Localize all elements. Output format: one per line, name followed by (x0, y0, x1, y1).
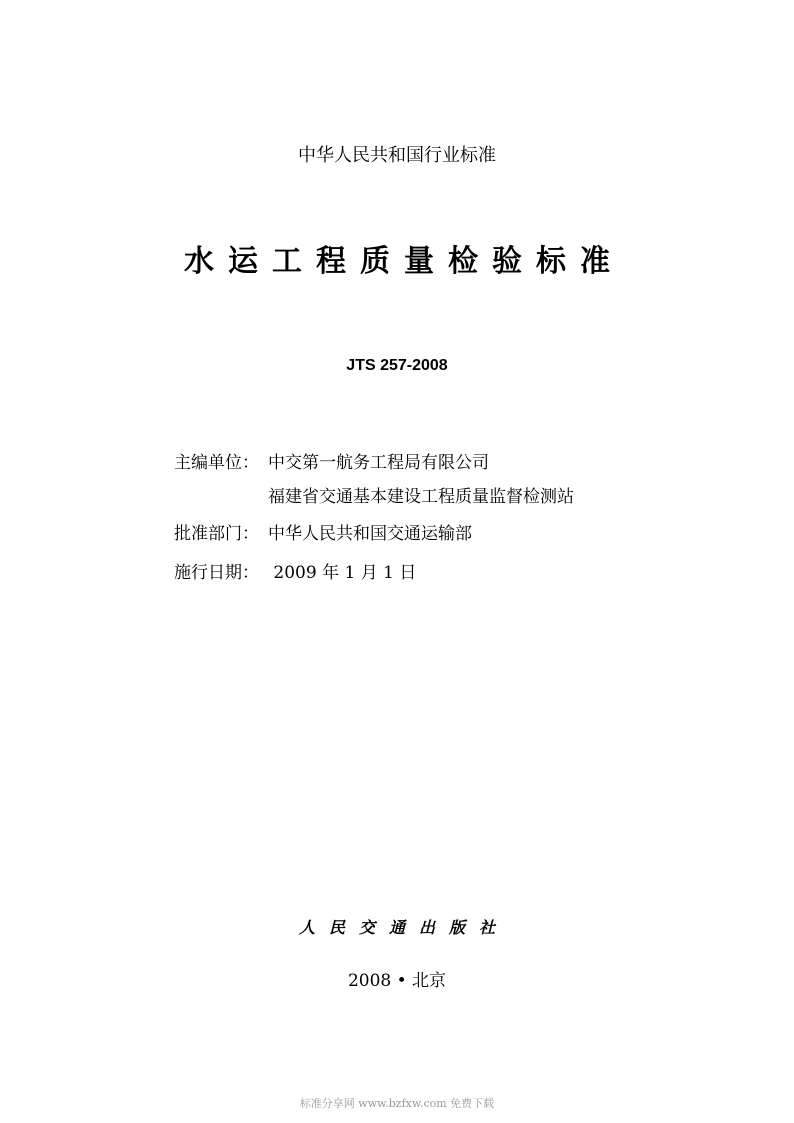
approving-department-label: 批准部门： (174, 524, 259, 544)
publication-year-place: 2008 • 北京 (347, 971, 447, 991)
chief-editor-label: 主编单位： (174, 453, 259, 473)
approving-department-row (174, 521, 472, 547)
standard-code: JTS 257-2008 (346, 357, 448, 374)
effective-date-row (174, 560, 416, 586)
footer-watermark: 标准分享网 www.bzfxw.com 免费下载 (299, 1097, 495, 1110)
chief-editor-unit-2: 福建省交通基本建设工程质量监督检测站 (268, 487, 574, 507)
approving-department-value: 中华人民共和国交通运输部 (268, 524, 472, 544)
publisher-name: 人民交通出版社 (298, 918, 509, 937)
chief-editor-unit-1: 中交第一航务工程局有限公司 (268, 453, 489, 473)
issuing-body-header: 中华人民共和国行业标准 (298, 145, 496, 166)
chief-editor-row-2 (174, 484, 574, 510)
document-title: 水运工程质量检验标准 (184, 244, 624, 279)
effective-date-label: 施行日期： (174, 563, 259, 583)
chief-editor-row (174, 450, 489, 476)
effective-date-value: 2009 年 1 月 1 日 (268, 563, 417, 583)
